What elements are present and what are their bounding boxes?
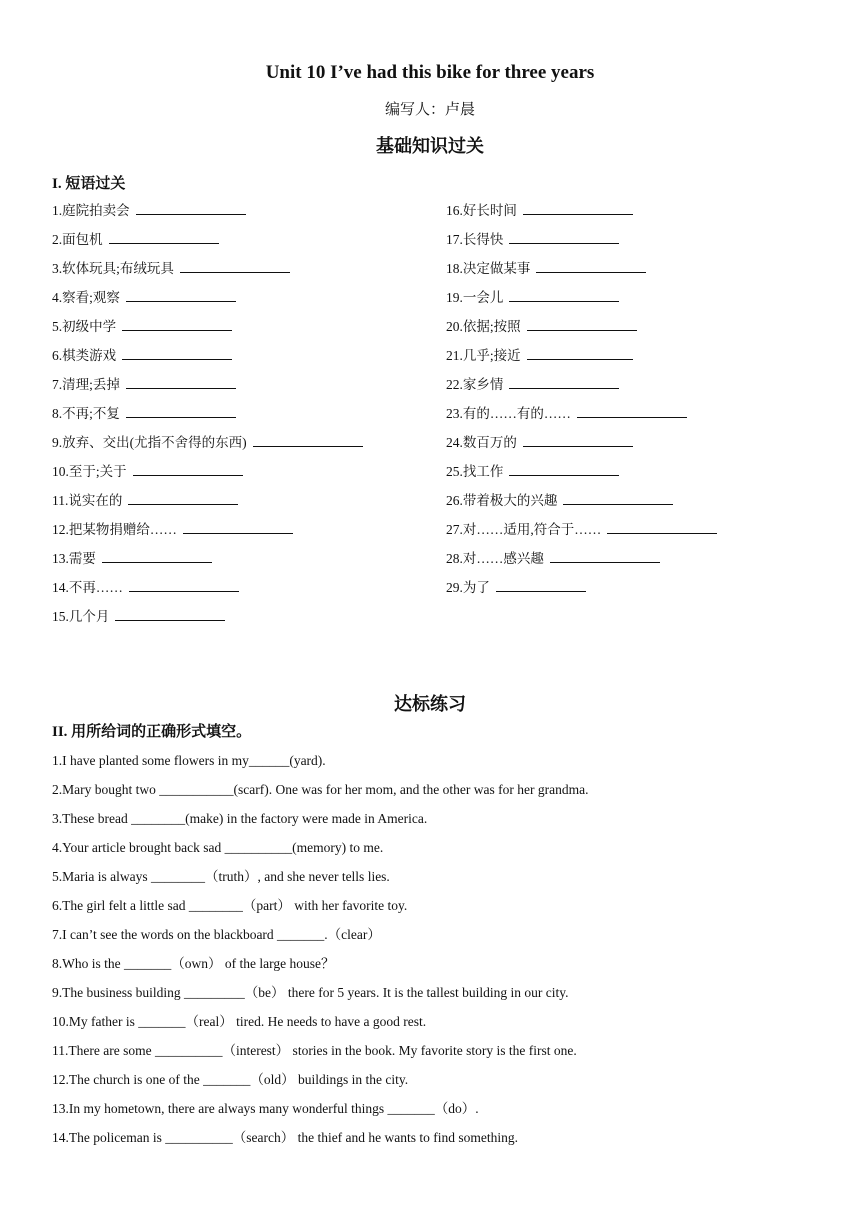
- phrase-item: [446, 432, 812, 461]
- phrase-label: 11.说实在的: [52, 493, 123, 508]
- answer-blank[interactable]: [607, 519, 717, 534]
- phrase-item: [52, 316, 446, 345]
- phrase-label: 12.把某物捐赠给……: [52, 522, 177, 537]
- answer-blank[interactable]: [122, 316, 232, 331]
- phrase-item: [446, 374, 812, 403]
- phrase-item: [446, 577, 812, 606]
- phrase-item: [52, 258, 446, 287]
- answer-blank[interactable]: [527, 345, 633, 360]
- phrase-item: [52, 374, 446, 403]
- phrase-item: [52, 287, 446, 316]
- part-one-heading: I. 短语过关: [52, 176, 126, 192]
- phrase-label: 24.数百万的: [446, 435, 517, 450]
- answer-blank[interactable]: [509, 287, 619, 302]
- phrase-label: 4.察看;观察: [52, 290, 120, 305]
- phrase-label: 17.长得快: [446, 232, 504, 247]
- phrase-label: 13.需要: [52, 551, 96, 566]
- answer-blank[interactable]: [523, 432, 633, 447]
- phrase-label: 19.一会儿: [446, 290, 504, 305]
- answer-blank[interactable]: [509, 461, 619, 476]
- phrase-label: 8.不再;不复: [52, 406, 120, 421]
- phrase-label: 29.为了: [446, 580, 490, 595]
- exercise-item: 9.The business building _________（be） there for 5 years. It is the tallest building in our city.: [52, 985, 569, 1000]
- phrase-item: [446, 229, 812, 258]
- answer-blank[interactable]: [133, 461, 243, 476]
- phrase-label: 16.好长时间: [446, 203, 517, 218]
- phrase-label: 9.放弃、交出(尤指不舍得的东西): [52, 435, 247, 450]
- phrase-item: [52, 548, 446, 577]
- exercise-item: 12.The church is one of the _______（old） buildings in the city.: [52, 1072, 409, 1087]
- phrase-item: [446, 461, 812, 490]
- exercise-item: 6.The girl felt a little sad ________（part） with her favorite toy.: [52, 898, 408, 913]
- phrase-item: [52, 519, 446, 548]
- phrase-label: 26.带着极大的兴趣: [446, 493, 558, 508]
- answer-blank[interactable]: [126, 287, 236, 302]
- answer-blank[interactable]: [527, 316, 637, 331]
- answer-blank[interactable]: [126, 403, 236, 418]
- phrase-item: [446, 200, 812, 229]
- phrase-label: 28.对……感兴趣: [446, 551, 544, 566]
- answer-blank[interactable]: [253, 432, 363, 447]
- answer-blank[interactable]: [183, 519, 293, 534]
- part-two-heading: II. 用所给词的正确形式填空。: [52, 724, 252, 740]
- answer-blank[interactable]: [496, 577, 586, 592]
- phrase-item: [52, 490, 446, 519]
- phrase-item: [52, 461, 446, 490]
- phrase-item: [446, 287, 812, 316]
- phrase-label: 23.有的……有的……: [446, 406, 571, 421]
- exercise-item: 11.There are some __________（interest） stories in the book. My favorite story is the first one.: [52, 1043, 577, 1058]
- phrase-item: [52, 229, 446, 258]
- phrase-label: 22.家乡情: [446, 377, 504, 392]
- phrase-label: 6.棋类游戏: [52, 348, 117, 363]
- answer-blank[interactable]: [128, 490, 238, 505]
- phrase-label: 15.几个月: [52, 609, 110, 624]
- phrase-item: [52, 577, 446, 606]
- answer-blank[interactable]: [577, 403, 687, 418]
- answer-blank[interactable]: [180, 258, 290, 273]
- exercise-item: 8.Who is the _______（own） of the large house？: [52, 956, 335, 971]
- exercise-item: 3.These bread ________(make) in the factory were made in America.: [52, 811, 428, 826]
- answer-blank[interactable]: [523, 200, 633, 215]
- section-basic-knowledge-title: 基础知识过关: [376, 136, 484, 156]
- answer-blank[interactable]: [136, 200, 246, 215]
- author-line: 编写人：卢晨: [384, 102, 475, 118]
- answer-blank[interactable]: [102, 548, 212, 563]
- phrase-item: [446, 490, 812, 519]
- phrase-item: [52, 432, 446, 461]
- exercise-item: 1.I have planted some flowers in my______(yard).: [52, 753, 326, 768]
- phrase-item: [446, 345, 812, 374]
- phrase-label: 14.不再……: [52, 580, 123, 595]
- phrase-label: 1.庭院拍卖会: [52, 203, 130, 218]
- phrase-item: [446, 519, 812, 548]
- answer-blank[interactable]: [126, 374, 236, 389]
- answer-blank[interactable]: [550, 548, 660, 563]
- exercise-item: 10.My father is _______（real） tired. He needs to have a good rest.: [52, 1014, 427, 1029]
- exercise-item: 13.In my hometown, there are always many wonderful things _______（do）.: [52, 1101, 479, 1116]
- answer-blank[interactable]: [115, 606, 225, 621]
- exercise-item: 4.Your article brought back sad __________(memory) to me.: [52, 840, 384, 855]
- answer-blank[interactable]: [563, 490, 673, 505]
- phrase-label: 20.依据;按照: [446, 319, 521, 334]
- phrase-item: [446, 606, 812, 635]
- phrase-item: [52, 200, 446, 229]
- phrase-label: 2.面包机: [52, 232, 103, 247]
- phrase-item: [446, 316, 812, 345]
- exercise-item: 5.Maria is always ________（truth）, and she never tells lies.: [52, 869, 390, 884]
- phrase-item: [52, 403, 446, 432]
- phrase-item: [446, 258, 812, 287]
- phrase-label: 10.至于;关于: [52, 464, 127, 479]
- phrase-label: 25.找工作: [446, 464, 504, 479]
- section-practice-title: 达标练习: [394, 694, 466, 714]
- phrase-item: [446, 548, 812, 577]
- answer-blank[interactable]: [509, 374, 619, 389]
- answer-blank[interactable]: [122, 345, 232, 360]
- phrase-item: [52, 345, 446, 374]
- answer-blank[interactable]: [129, 577, 239, 592]
- phrase-list: [52, 200, 812, 635]
- phrase-label: 18.决定做某事: [446, 261, 531, 276]
- phrase-label: 3.软体玩具;布绒玩具: [52, 261, 174, 276]
- phrase-item: [446, 403, 812, 432]
- phrase-label: 7.清理;丢掉: [52, 377, 120, 392]
- phrase-label: 27.对……适用,符合于……: [446, 522, 602, 537]
- exercise-item: 2.Mary bought two ___________(scarf). One was for her mom, and the other was for her grandma.: [52, 782, 589, 797]
- worksheet-title: Unit 10 I’ve had this bike for three years: [265, 62, 595, 83]
- phrase-label: 21.几乎;接近: [446, 348, 521, 363]
- answer-blank[interactable]: [509, 229, 619, 244]
- exercise-item: 7.I can’t see the words on the blackboard _______.（clear）: [52, 927, 381, 942]
- exercise-list: [52, 750, 832, 1156]
- phrase-label: 5.初级中学: [52, 319, 117, 334]
- answer-blank[interactable]: [109, 229, 219, 244]
- answer-blank[interactable]: [536, 258, 646, 273]
- phrase-item: [52, 606, 446, 635]
- exercise-item: 14.The policeman is __________（search） the thief and he wants to find something.: [52, 1130, 519, 1145]
